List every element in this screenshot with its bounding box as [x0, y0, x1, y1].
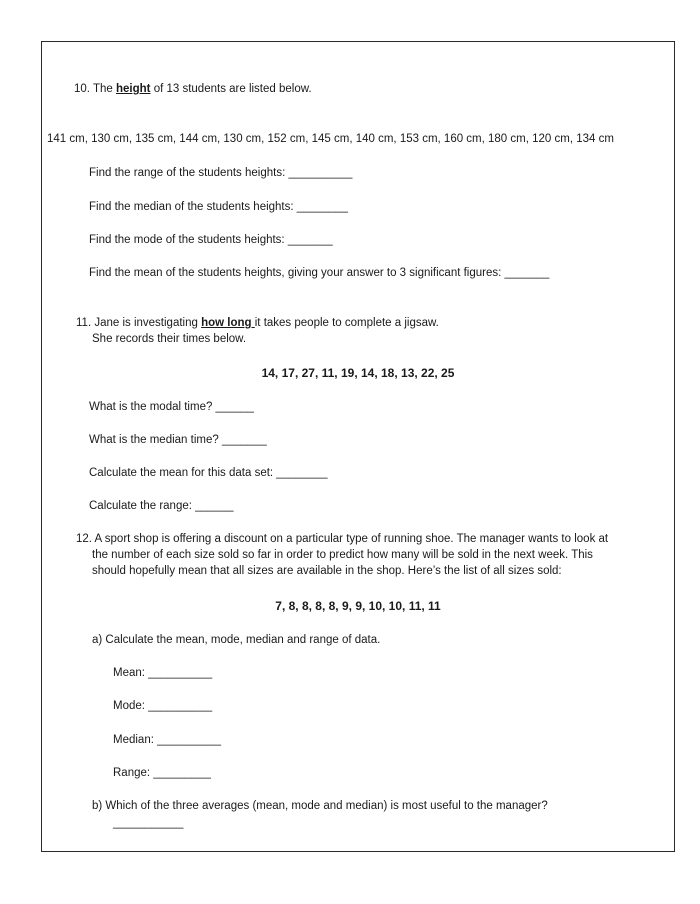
q10-keyword: height [116, 83, 151, 95]
q12-part-b: b) Which of the three averages (mean, mode and median) is most useful to the manager? [92, 800, 548, 812]
q11-suffix: it takes people to complete a jigsaw. [254, 317, 439, 329]
q12-para-line-1: 12. A sport shop is offering a discount on a particular type of running shoe. The manager wants to look at [76, 533, 609, 545]
q12-mean-answer: Mean: __________ [113, 667, 213, 679]
q12-para-line-2: the number of each size sold so far in order to predict how many will be sold in the next week. This [92, 549, 593, 561]
q11-line2: She records their times below. [92, 333, 247, 345]
q10-range-question: Find the range of the students heights: __________ [89, 167, 353, 179]
q10-mode-question: Find the mode of the students heights: _______ [89, 234, 333, 246]
q12-mode-answer: Mode: __________ [113, 700, 213, 712]
q11-heading [76, 316, 439, 330]
q10-suffix: of 13 students are listed below. [150, 83, 312, 95]
q10-median-question: Find the median of the students heights: ________ [89, 201, 348, 213]
q10-prefix: 10. The [74, 83, 116, 95]
q11-median-question: What is the median time? _______ [89, 434, 267, 446]
q11-range-question: Calculate the range: ______ [89, 500, 234, 512]
q12-median-answer: Median: __________ [113, 734, 222, 746]
q11-keyword: how long [201, 317, 255, 329]
q12-data-line: 7, 8, 8, 8, 8, 9, 9, 10, 10, 11, 11 [275, 599, 441, 613]
q10-mean-question: Find the mean of the students heights, giving your answer to 3 significant figures: _______ [89, 267, 550, 279]
q12-part-b-blank: ___________ [113, 817, 184, 829]
q11-modal-question: What is the modal time? ______ [89, 401, 254, 413]
q12-part-a: a) Calculate the mean, mode, median and range of data. [92, 634, 381, 646]
q12-range-answer: Range: _________ [113, 767, 211, 779]
q10-data-line: 141 cm, 130 cm, 135 cm, 144 cm, 130 cm, 152 cm, 145 cm, 140 cm, 153 cm, 160 cm, 180 cm, 120 cm, 134 cm [47, 133, 614, 145]
q11-prefix: 11. Jane is investigating [76, 317, 202, 329]
q10-heading [74, 82, 312, 96]
q11-mean-question: Calculate the mean for this data set: ________ [89, 467, 328, 479]
q11-data-line: 14, 17, 27, 11, 19, 14, 18, 13, 22, 25 [261, 366, 455, 380]
q12-para-line-3: should hopefully mean that all sizes are available in the shop. Here’s the list of all sizes sold: [92, 565, 562, 577]
